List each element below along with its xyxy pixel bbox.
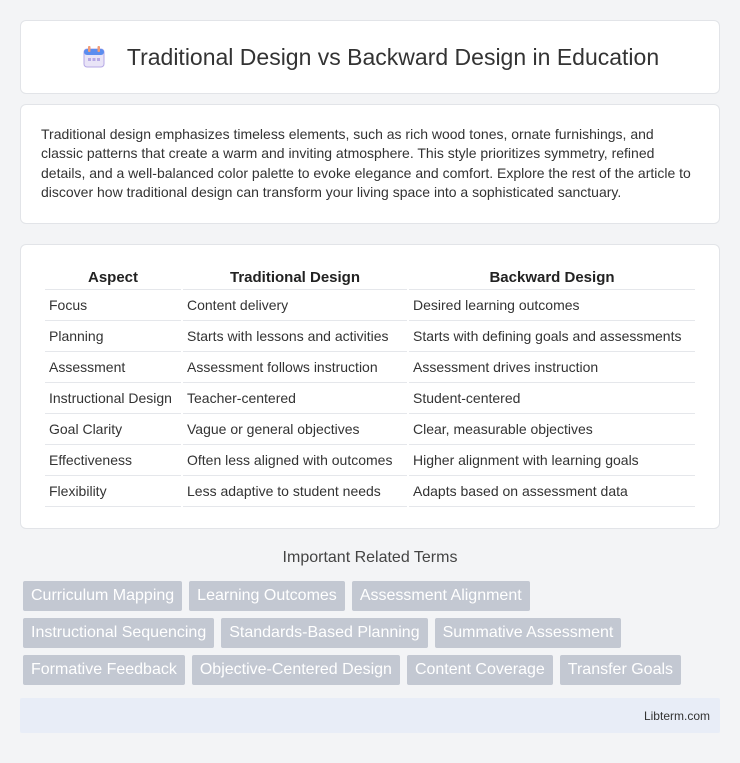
table-cell: Goal Clarity [45, 414, 181, 445]
table-cell: Desired learning outcomes [409, 290, 695, 321]
table-cell: Assessment follows instruction [183, 352, 407, 383]
table-cell: Adapts based on assessment data [409, 476, 695, 507]
tag-learning-outcomes[interactable]: Learning Outcomes [189, 581, 345, 611]
table-row [45, 445, 695, 476]
header-traditional: Traditional Design [183, 265, 407, 290]
table-cell: Starts with defining goals and assessments [409, 321, 695, 352]
comparison-table [43, 265, 697, 507]
table-cell: Planning [45, 321, 181, 352]
table-cell: Content delivery [183, 290, 407, 321]
tag-row [23, 618, 723, 648]
footer-site-link[interactable]: Libterm.com [643, 708, 710, 723]
table-cell: Focus [45, 290, 181, 321]
related-terms [23, 581, 723, 692]
footer [20, 698, 720, 733]
calendar-icon [81, 44, 107, 70]
table-cell: Vague or general objectives [183, 414, 407, 445]
tag-curriculum-mapping[interactable]: Curriculum Mapping [23, 581, 182, 611]
table-cell: Often less aligned with outcomes [183, 445, 407, 476]
table-cell: Clear, measurable objectives [409, 414, 695, 445]
table-cell: Starts with lessons and activities [183, 321, 407, 352]
tag-row [23, 655, 723, 685]
tag-row [23, 581, 723, 611]
header-aspect: Aspect [45, 265, 181, 290]
tag-objective-centered-design[interactable]: Objective-Centered Design [192, 655, 400, 685]
table-cell: Instructional Design [45, 383, 181, 414]
table-cell: Effectiveness [45, 445, 181, 476]
table-row [45, 414, 695, 445]
tag-summative-assessment[interactable]: Summative Assessment [435, 618, 622, 648]
table-header-row [45, 265, 695, 290]
tag-standards-based-planning[interactable]: Standards-Based Planning [221, 618, 427, 648]
comparison-card [20, 244, 720, 529]
table-cell: Less adaptive to student needs [183, 476, 407, 507]
table-row [45, 476, 695, 507]
table-cell: Flexibility [45, 476, 181, 507]
table-row [45, 321, 695, 352]
intro-text: Traditional design emphasizes timeless elements, such as rich wood tones, ornate furnishings, and classic patterns that create a warm and inviting atmosphere. This style prioritizes symmetry, refined details, and a well-balanced color palette to evoke elegance and comfort. Explore the rest of the article to discover how traditional design can transform your living space into a sophisticated sanctuary. [41, 126, 691, 201]
table-cell: Assessment drives instruction [409, 352, 695, 383]
table-row [45, 352, 695, 383]
page-title: Traditional Design vs Backward Design in Education [126, 43, 660, 70]
table-cell: Higher alignment with learning goals [409, 445, 695, 476]
tag-instructional-sequencing[interactable]: Instructional Sequencing [23, 618, 214, 648]
header-backward: Backward Design [409, 265, 695, 290]
tag-assessment-alignment[interactable]: Assessment Alignment [352, 581, 530, 611]
tag-formative-feedback[interactable]: Formative Feedback [23, 655, 185, 685]
tag-transfer-goals[interactable]: Transfer Goals [560, 655, 681, 685]
tag-content-coverage[interactable]: Content Coverage [407, 655, 553, 685]
related-terms-title: Important Related Terms [282, 549, 458, 566]
table-row [45, 290, 695, 321]
intro-card [20, 104, 720, 224]
title-card [20, 20, 720, 94]
table-row [45, 383, 695, 414]
table-cell: Assessment [45, 352, 181, 383]
table-cell: Teacher-centered [183, 383, 407, 414]
table-cell: Student-centered [409, 383, 695, 414]
